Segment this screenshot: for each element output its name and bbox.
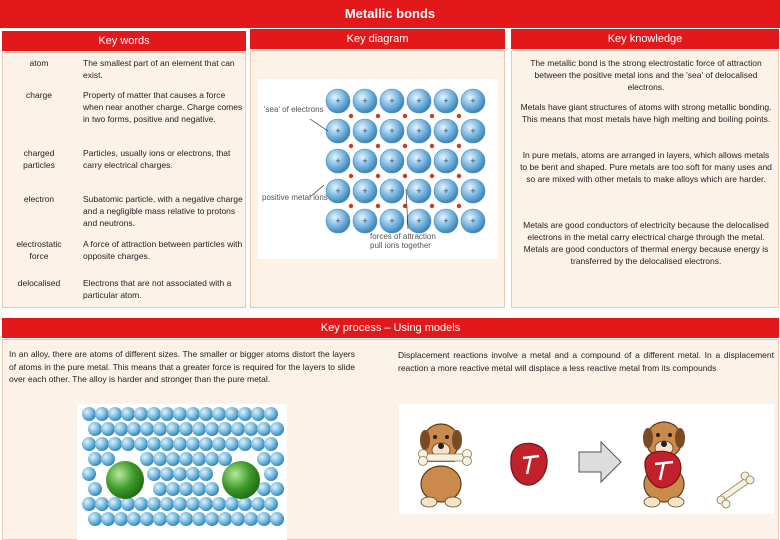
electron-dot	[457, 114, 461, 118]
small-metal-atom	[212, 407, 226, 421]
positive-charge-sign: +	[416, 156, 422, 166]
positive-charge-sign: +	[362, 186, 368, 196]
electron-dot	[349, 204, 353, 208]
small-metal-atom	[238, 497, 252, 511]
small-metal-atom	[238, 407, 252, 421]
large-alloy-atom	[222, 461, 260, 499]
small-metal-atom	[192, 482, 206, 496]
large-alloy-atom	[106, 461, 144, 499]
keyword-term: delocalised	[17, 278, 61, 288]
sea-label: 'sea' of electrons	[264, 105, 324, 114]
small-metal-atom	[140, 512, 154, 526]
small-metal-atom	[218, 452, 232, 466]
small-metal-atom	[101, 422, 115, 436]
small-metal-atom	[140, 422, 154, 436]
positive-charge-sign: +	[470, 156, 476, 166]
key-diagram-header: Key diagram	[250, 29, 505, 49]
keyword-definition: The smallest part of an element that can exist.	[83, 58, 235, 80]
small-metal-atom	[225, 437, 239, 451]
small-metal-atom	[264, 467, 278, 481]
small-metal-atom	[108, 437, 122, 451]
small-metal-atom	[134, 437, 148, 451]
electron-dot	[376, 144, 380, 148]
electron-dot	[430, 174, 434, 178]
positive-charge-sign: +	[362, 216, 368, 226]
key-knowledge-panel	[511, 50, 779, 308]
small-metal-atom	[218, 422, 232, 436]
positive-charge-sign: +	[416, 96, 422, 106]
small-metal-atom	[166, 512, 180, 526]
small-metal-atom	[264, 437, 278, 451]
ion-label: positive metal ions	[262, 193, 328, 202]
small-metal-atom	[186, 497, 200, 511]
positive-charge-sign: +	[389, 216, 395, 226]
small-metal-atom	[173, 407, 187, 421]
small-metal-atom	[153, 422, 167, 436]
positive-charge-sign: +	[362, 156, 368, 166]
bone-icon	[717, 472, 754, 508]
small-metal-atom	[212, 497, 226, 511]
small-metal-atom	[88, 482, 102, 496]
small-metal-atom	[121, 437, 135, 451]
electron-dot	[430, 144, 434, 148]
positive-charge-sign: +	[335, 126, 341, 136]
electron-dot	[376, 204, 380, 208]
electron-dot	[349, 114, 353, 118]
small-metal-atom	[82, 467, 96, 481]
force-label: forces of attraction pull ions together	[370, 232, 436, 250]
electron-dot	[430, 204, 434, 208]
small-metal-atom	[257, 512, 271, 526]
small-metal-atom	[231, 512, 245, 526]
electron-dot	[403, 174, 407, 178]
small-metal-atom	[199, 467, 213, 481]
small-metal-atom	[101, 512, 115, 526]
positive-charge-sign: +	[470, 216, 476, 226]
positive-charge-sign: +	[362, 126, 368, 136]
small-metal-atom	[251, 497, 265, 511]
keyword-definition: A force of attraction between particles with opposite charges.	[83, 239, 243, 261]
key-process-panel	[2, 339, 779, 540]
positive-charge-sign: +	[389, 156, 395, 166]
small-metal-atom	[179, 512, 193, 526]
small-metal-atom	[244, 422, 258, 436]
positive-charge-sign: +	[470, 96, 476, 106]
small-metal-atom	[147, 497, 161, 511]
small-metal-atom	[147, 467, 161, 481]
small-metal-atom	[179, 482, 193, 496]
electron-dot	[457, 204, 461, 208]
small-metal-atom	[114, 512, 128, 526]
positive-charge-sign: +	[416, 126, 422, 136]
small-metal-atom	[82, 407, 96, 421]
small-metal-atom	[205, 422, 219, 436]
key-process-header: Key process – Using models	[2, 318, 779, 338]
small-metal-atom	[153, 482, 167, 496]
arrow-right-icon	[579, 442, 621, 482]
small-metal-atom	[192, 422, 206, 436]
small-metal-atom	[199, 407, 213, 421]
positive-charge-sign: +	[443, 216, 449, 226]
small-metal-atom	[270, 452, 284, 466]
small-metal-atom	[186, 407, 200, 421]
small-metal-atom	[134, 407, 148, 421]
small-metal-atom	[95, 497, 109, 511]
small-metal-atom	[238, 437, 252, 451]
small-metal-atom	[199, 497, 213, 511]
keyword-definition: Property of matter that causes a force when near another charge. Charge comes in two forms, positive and negative.	[83, 90, 243, 124]
electron-dot	[457, 174, 461, 178]
small-metal-atom	[147, 437, 161, 451]
small-metal-atom	[114, 422, 128, 436]
positive-charge-sign: +	[389, 96, 395, 106]
positive-charge-sign: +	[389, 126, 395, 136]
small-metal-atom	[147, 407, 161, 421]
metal-ion-lattice	[326, 89, 485, 233]
steak-icon	[511, 443, 547, 485]
small-metal-atom	[88, 452, 102, 466]
knowledge-item: Metals have giant structures of atoms with strong metallic bonding. This means that most metals have high melting and boiling points.	[520, 102, 772, 124]
keyword-term: electron	[23, 194, 55, 204]
keyword-term: electrostatic force	[16, 239, 62, 261]
small-metal-atom	[270, 512, 284, 526]
metallic-bond-diagram	[258, 79, 498, 259]
small-metal-atom	[160, 407, 174, 421]
small-metal-atom	[205, 452, 219, 466]
electron-dot	[349, 174, 353, 178]
positive-charge-sign: +	[443, 96, 449, 106]
page-title: Metallic bonds	[0, 0, 780, 28]
positive-charge-sign: +	[416, 216, 422, 226]
displacement-model-image	[399, 404, 774, 514]
electron-dot	[376, 174, 380, 178]
small-metal-atom	[270, 422, 284, 436]
positive-charge-sign: +	[443, 186, 449, 196]
small-metal-atom	[205, 482, 219, 496]
small-metal-atom	[218, 512, 232, 526]
small-metal-atom	[212, 437, 226, 451]
small-metal-atom	[179, 422, 193, 436]
small-metal-atom	[88, 422, 102, 436]
small-metal-atom	[82, 437, 96, 451]
electron-dot	[457, 144, 461, 148]
keyword-term: charged particles	[23, 148, 55, 170]
small-metal-atom	[173, 467, 187, 481]
small-metal-atom	[127, 422, 141, 436]
key-words-header: Key words	[2, 31, 246, 51]
small-metal-atom	[134, 497, 148, 511]
small-metal-atom	[82, 497, 96, 511]
positive-charge-sign: +	[443, 126, 449, 136]
positive-charge-sign: +	[335, 186, 341, 196]
small-metal-atom	[140, 452, 154, 466]
knowledge-item: In pure metals, atoms are arranged in layers, which allows metals to be bent and shaped. Pure metals are too soft for many uses and so are mixed with other metals to make alloys which are harder.	[520, 150, 772, 184]
small-metal-atom	[199, 437, 213, 451]
electron-dot	[376, 114, 380, 118]
small-metal-atom	[192, 452, 206, 466]
keyword-definition: Particles, usually ions or electrons, that carry electrical charges.	[83, 148, 231, 170]
electron-dot	[349, 144, 353, 148]
small-metal-atom	[270, 482, 284, 496]
small-metal-atom	[257, 422, 271, 436]
small-metal-atom	[160, 467, 174, 481]
small-metal-atom	[166, 452, 180, 466]
electron-dot	[430, 114, 434, 118]
small-metal-atom	[166, 422, 180, 436]
positive-charge-sign: +	[470, 186, 476, 196]
knowledge-item: Metals are good conductors of electricity because the delocalised electrons in the metal carry electrical charge through the metal. Metals are good conductors of thermal energy because energy is transferred by the delocalised electrons.	[523, 220, 769, 266]
small-metal-atom	[173, 497, 187, 511]
small-metal-atom	[108, 407, 122, 421]
small-metal-atom	[186, 437, 200, 451]
positive-charge-sign: +	[335, 216, 341, 226]
small-metal-atom	[153, 512, 167, 526]
small-metal-atom	[244, 512, 258, 526]
small-metal-atom	[205, 512, 219, 526]
small-metal-atom	[251, 407, 265, 421]
dog-icon	[420, 424, 462, 507]
positive-charge-sign: +	[470, 126, 476, 136]
electron-dot	[403, 114, 407, 118]
positive-charge-sign: +	[335, 156, 341, 166]
small-metal-atom	[160, 437, 174, 451]
small-metal-atom	[121, 407, 135, 421]
positive-charge-sign: +	[416, 186, 422, 196]
small-metal-atom	[108, 497, 122, 511]
small-metal-atom	[88, 512, 102, 526]
keyword-definition: Electrons that are not associated with a particular atom.	[83, 278, 232, 300]
small-metal-atom	[95, 437, 109, 451]
displacement-text: Displacement reactions involve a metal and a compound of a different metal. In a displacement reaction a more reactive metal will displace a less reactive metal from its compounds	[398, 350, 774, 373]
small-metal-atom	[264, 497, 278, 511]
keyword-term: charge	[26, 90, 52, 100]
small-metal-atom	[225, 407, 239, 421]
sea-pointer	[310, 119, 328, 131]
small-metal-atom	[101, 452, 115, 466]
small-metal-atom	[186, 467, 200, 481]
positive-charge-sign: +	[389, 186, 395, 196]
key-knowledge-header: Key knowledge	[511, 29, 779, 49]
small-metal-atom	[173, 437, 187, 451]
small-metal-atom	[264, 407, 278, 421]
small-metal-atom	[121, 497, 135, 511]
alloy-model-image	[77, 404, 287, 540]
small-metal-atom	[225, 497, 239, 511]
keyword-definition: Subatomic particle, with a negative charge and a negligible mass relative to protons and neutrons.	[83, 194, 243, 228]
small-metal-atom	[153, 452, 167, 466]
alloy-text: In an alloy, there are atoms of different sizes. The smaller or bigger atoms distort the layers of atoms in the pure metal. This means that a greater force is required for the layers to slide over each other. The alloy is harder and stronger than the pure metal.	[9, 349, 355, 384]
small-metal-atom	[257, 452, 271, 466]
key-diagram-panel	[250, 50, 505, 308]
positive-charge-sign: +	[443, 156, 449, 166]
small-metal-atom	[160, 497, 174, 511]
small-metal-atom	[166, 482, 180, 496]
small-metal-atom	[179, 452, 193, 466]
key-words-panel	[2, 52, 246, 308]
small-metal-atom	[251, 437, 265, 451]
knowledge-item: The metallic bond is the strong electrostatic force of attraction between the positive metal ions and the 'sea' of delocalised electrons.	[530, 58, 762, 92]
positive-charge-sign: +	[362, 96, 368, 106]
electron-dot	[403, 144, 407, 148]
small-metal-atom	[231, 422, 245, 436]
positive-charge-sign: +	[335, 96, 341, 106]
small-metal-atom	[192, 512, 206, 526]
small-metal-atom	[127, 512, 141, 526]
keyword-term: atom	[29, 58, 49, 68]
small-metal-atom	[95, 407, 109, 421]
